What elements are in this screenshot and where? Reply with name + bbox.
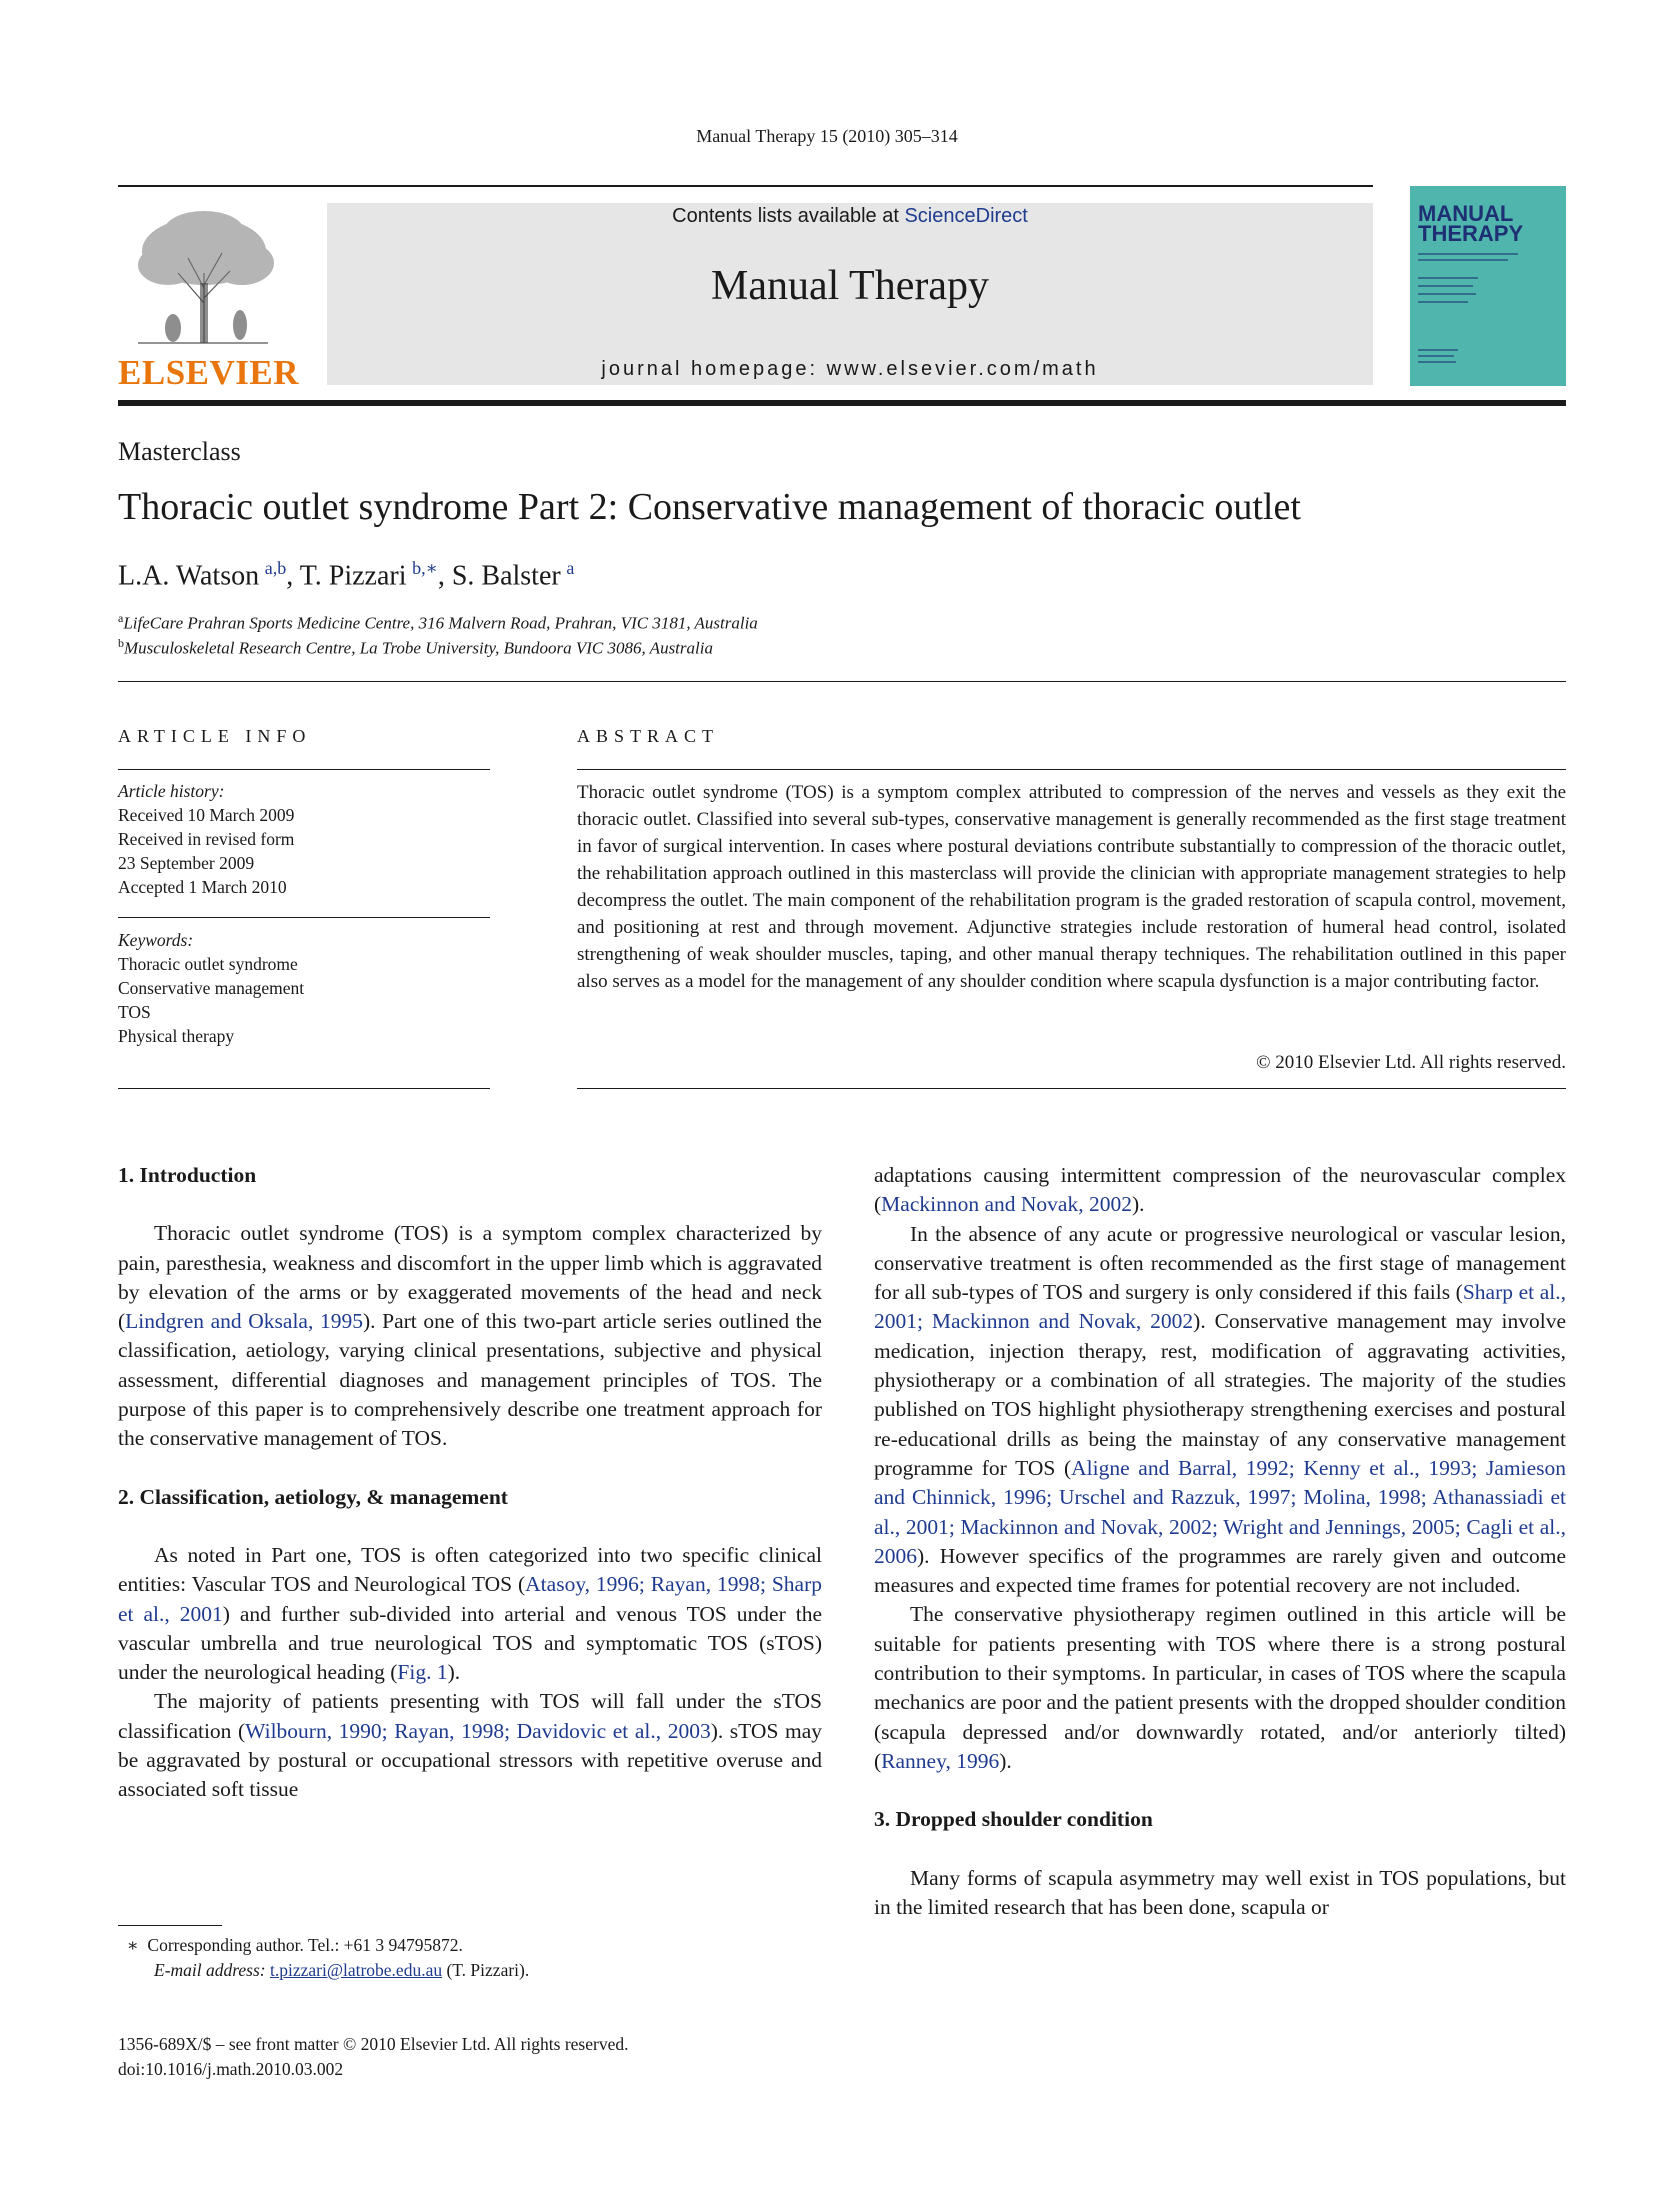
affiliation-b (118, 636, 713, 659)
email-suffix: (T. Pizzari). (442, 1960, 530, 1980)
email-label: E-mail address: (154, 1960, 271, 1980)
banner-bottom-rule (118, 400, 1566, 406)
abstract-copyright: © 2010 Elsevier Ltd. All rights reserved. (1256, 1052, 1566, 1073)
keywords (118, 928, 490, 1048)
citation-link[interactable]: Aligne and Barral, 1992; Kenny et al., 1993; Jamieson and Chinnick, 1996; Urschel and Razzuk, 1997; Molina, 1998; Athanassiadi et al., 2001; Mackinnon and Novak, 2002; Wright and Jennings, 2005; Cagli et al., 2006 (874, 1455, 1567, 1568)
citation-link[interactable]: Mackinnon and Novak, 2002 (881, 1192, 1132, 1217)
journal-name: Manual Therapy (711, 263, 989, 309)
section-heading: 3. Dropped shoulder condition (874, 1807, 1153, 1832)
sciencedirect-link[interactable]: ScienceDirect (904, 205, 1028, 227)
text-run: ). (447, 1660, 461, 1685)
doi-line[interactable]: doi:10.1016/j.math.2010.03.002 (118, 2059, 344, 2079)
author-name: L.A. Watson (118, 560, 260, 592)
journal-reference: Manual Therapy 15 (2010) 305–314 (696, 126, 958, 146)
author-separator: , (437, 560, 452, 592)
affiliation-text: Musculoskeletal Research Centre, La Trobe University, Bundoora VIC 3086, Australia (124, 638, 713, 658)
keywords-label: Keywords: (118, 930, 194, 950)
text-run: In the absence of any acute or progressive neurological or vascular lesion, conservative treatment is often recommended as the first stage of management for all sub-types of TOS and surgery is only considered if this fails ( (874, 1221, 1566, 1305)
paragraph (874, 1220, 1566, 1601)
contents-availability (327, 205, 1373, 228)
article-type: Masterclass (118, 437, 241, 466)
journal-homepage[interactable]: journal homepage: www.elsevier.com/math (601, 358, 1099, 380)
keyword: TOS (118, 1002, 151, 1022)
corresponding-author: Corresponding author. Tel.: +61 3 94795872. (147, 1935, 463, 1955)
footnote-mark: ∗ (126, 1935, 139, 1955)
text-run: ). Part one of this two-part article series outlined the classification, aetiology, varying clinical presentations, subjective and physical assessment, differential diagnoses and management principles of TOS. The purpose of this paper is to comprehensively describe one treatment approach for the conservative management of TOS. (118, 1309, 822, 1451)
banner-top-rule (118, 185, 1373, 187)
keyword: Conservative management (118, 978, 305, 998)
affiliation-mark: a (118, 611, 124, 625)
paragraph: Many forms of scapula asymmetry may well exist in TOS populations, but in the limited research that has been done, scapula or (874, 1865, 1566, 1919)
citation-link[interactable]: Lindgren and Oksala, 1995 (125, 1309, 363, 1334)
history-label: Article history: (118, 781, 225, 801)
article-history (118, 779, 490, 899)
text-run: The conservative physiotherapy regimen outlined in this article will be suitable for patients presenting with TOS where there is a strong postural contribution to their symptoms. In particular, in cases of TOS where the scapula mechanics are poor and the patient presents with the dropped shoulder condition (scapula depressed and/or downwardly rotated, and/or anteriorly tilted) ( (874, 1602, 1566, 1773)
article-info-heading: ARTICLE INFO (118, 726, 312, 746)
history-entry: 23 September 2009 (118, 853, 255, 873)
affiliation-a (118, 611, 758, 634)
text-run: The majority of patients presenting with TOS will fall under the sTOS classification ( (118, 1689, 822, 1743)
text-run: ). Conservative management may involve medication, injection therapy, rest, modification of aggravating activities, physiotherapy or a combination of all strategies. The majority of the studies published on TOS highlight physiotherapy strengthening exercises and postural re-educational drills as being the mainstay of any conservative management programme for TOS ( (874, 1309, 1566, 1480)
text-run: ). (1131, 1192, 1145, 1217)
text-run: ) and further sub-divided into arterial and venous TOS under the vascular umbrella and true neurological TOS and symptomatic TOS (sTOS) under the neurological heading ( (118, 1601, 822, 1685)
author-name: S. Balster (451, 560, 561, 592)
cover-text-lines (1418, 250, 1558, 380)
keyword: Physical therapy (118, 1026, 235, 1046)
author-name: T. Pizzari (299, 560, 407, 592)
corresponding-author-footnote (118, 1933, 822, 1983)
text-run: ). (999, 1748, 1012, 1773)
issn-line: 1356-689X/$ – see front matter © 2010 Elsevier Ltd. All rights reserved. (118, 2034, 629, 2054)
email-link[interactable]: t.pizzari@latrobe.edu.au (270, 1960, 443, 1980)
text-run: adaptations causing intermittent compression of the neurovascular complex ( (874, 1163, 1566, 1217)
abstract-rule (577, 769, 1566, 770)
abstract-text: Thoracic outlet syndrome (TOS) is a symptom complex attributed to compression of the nerves and vessels as they exit the thoracic outlet. Classified into several sub-types, conservative management is generally recommended as the first stage treatment in favor of surgical intervention. In cases where postural deviations contribute substantially to compression of the thoracic outlet, the rehabilitation approach outlined in this masterclass will provide the clinician with appropriate management strategies to help decompress the outlet. The main component of the rehabilitation program is the graded restoration of scapula control, movement, and positioning at rest and through movement. Adjunctive strategies include restoration of humeral head control, isolated strengthening of weak shoulder muscles, taping, and other manual therapy techniques. The rehabilitation outlined in this paper also serves as a model for the management of any shoulder condition where scapula dysfunction is a major contributing factor. (577, 782, 1566, 992)
figure-link[interactable]: Fig. 1 (397, 1660, 448, 1685)
text-run: ). sTOS may be aggravated by postural or occupational stressors with repetitive overuse and associated soft tissue (118, 1718, 822, 1802)
body-column-left (118, 1161, 822, 1805)
paragraph (118, 1219, 822, 1453)
journal-cover-image (1410, 186, 1566, 386)
text-run: Thoracic outlet syndrome (TOS) is a symptom complex characterized by pain, paresthesia, weakness and discomfort in the upper limb which is aggravated by elevation of the arms or by exaggerated movements of the head and neck ( (118, 1221, 822, 1334)
keyword: Thoracic outlet syndrome (118, 954, 298, 974)
elsevier-wordmark: ELSEVIER (118, 353, 300, 392)
article-title: Thoracic outlet syndrome Part 2: Conservative management of thoracic outlet (118, 486, 1301, 528)
affiliation-mark: b (118, 636, 124, 650)
author-affiliation-mark[interactable]: a (566, 558, 575, 578)
paragraph (118, 1541, 822, 1687)
footnote-line (118, 1958, 822, 1983)
contents-prefix: Contents lists available at (672, 205, 905, 227)
affiliation-text: LifeCare Prahran Sports Medicine Centre, 316 Malvern Road, Prahran, VIC 3181, Australia (123, 613, 758, 633)
citation-link[interactable]: Wilbourn, 1990; Rayan, 1998; Davidovic et al., 2003 (245, 1718, 711, 1743)
section-heading: 1. Introduction (118, 1163, 257, 1187)
title-block-rule (118, 681, 1566, 682)
footnote-rule (118, 1925, 222, 1926)
author-affiliation-mark[interactable]: a,b (264, 558, 287, 578)
author-separator: , (286, 560, 300, 592)
body-column-right (874, 1161, 1566, 1922)
text-run: ). However specifics of the programmes are rarely given and outcome measures and expected time frames for potential recovery are not included. (874, 1543, 1566, 1598)
article-info-rule (118, 917, 490, 918)
author-affiliation-mark[interactable]: b,∗ (412, 558, 438, 578)
history-entry: Received 10 March 2009 (118, 805, 295, 825)
history-entry: Accepted 1 March 2010 (118, 877, 287, 897)
article-info-rule (118, 1088, 490, 1089)
text-run: As noted in Part one, TOS is often categorized into two specific clinical entities: Vascular TOS and Neurological TOS ( (118, 1542, 822, 1597)
cover-title: MANUAL THERAPY (1418, 201, 1524, 246)
paragraph (874, 1600, 1566, 1776)
section-heading: 2. Classification, aetiology, & management (118, 1484, 508, 1509)
citation-link[interactable]: Ranney, 1996 (881, 1748, 1000, 1773)
page-footer (118, 2032, 822, 2082)
abstract-rule (577, 1088, 1566, 1089)
footnote-line (118, 1933, 822, 1958)
article-info-rule (118, 769, 490, 770)
paragraph (118, 1687, 822, 1804)
citation-link[interactable]: Sharp et al., 2001; Mackinnon and Novak, 2002 (874, 1280, 1566, 1334)
history-entry: Received in revised form (118, 829, 295, 849)
citation-link[interactable]: Atasoy, 1996; Rayan, 1998; Sharp et al., 2001 (118, 1572, 823, 1626)
abstract-heading: ABSTRACT (577, 726, 720, 746)
paragraph (874, 1161, 1566, 1220)
author-list (118, 558, 574, 592)
